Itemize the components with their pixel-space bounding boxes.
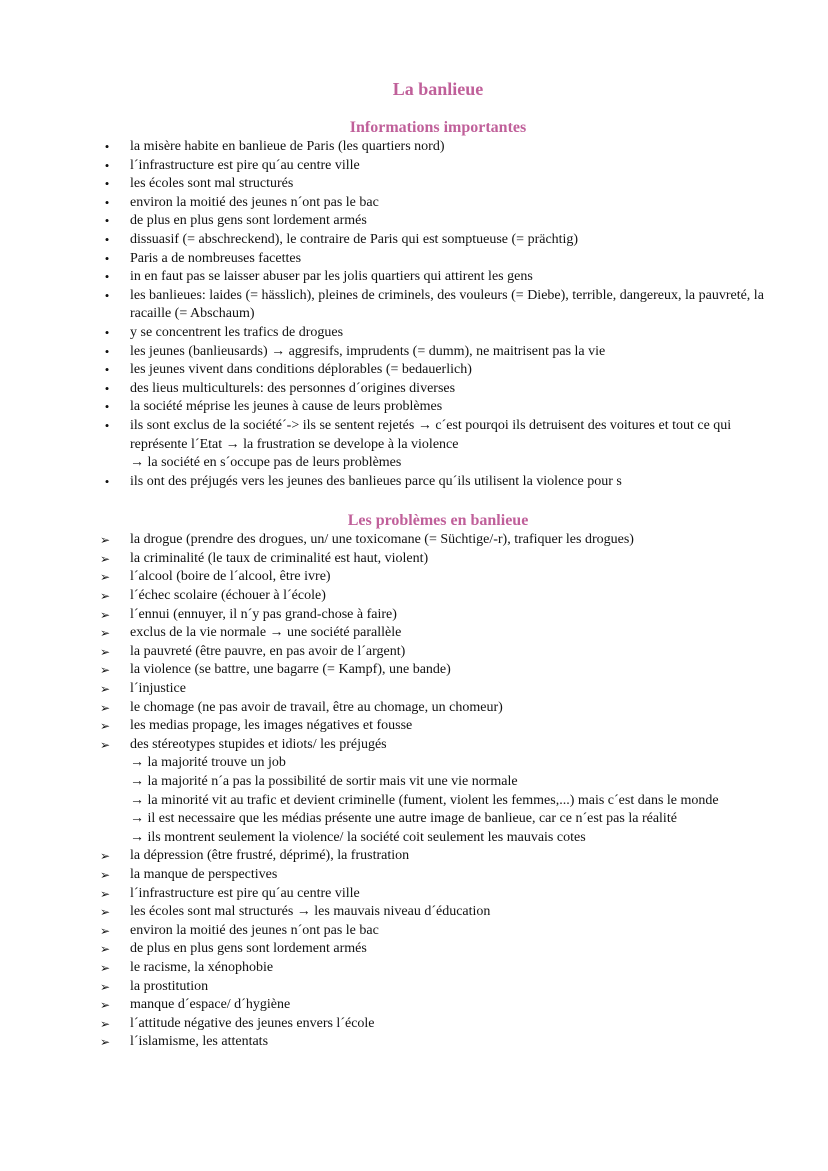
arrow-bullet-icon: ➢ (99, 551, 111, 566)
list-item (104, 398, 768, 417)
list-item-text: l´ennui (ennuyer, il n´y pas grand-chose à faire) (130, 606, 397, 622)
list-item (104, 361, 768, 380)
list-item (99, 866, 768, 885)
arrow-bullet-icon: ➢ (99, 737, 111, 752)
arrow-bullet-icon: ➢ (99, 905, 111, 920)
arrow-bullet-icon: ➢ (99, 682, 111, 697)
bullet-icon: • (104, 194, 110, 210)
list-item (99, 661, 768, 680)
arrow-bullet-icon: ➢ (99, 533, 111, 548)
list-item (104, 473, 768, 492)
list-item (99, 1015, 768, 1034)
arrow-bullet-icon: ➢ (99, 960, 111, 975)
list-item (99, 550, 768, 569)
list-item-text: environ la moitié des jeunes n´ont pas le bac (130, 922, 379, 938)
list-item-text: les jeunes vivent dans conditions déplorables (= bedauerlich) (130, 362, 472, 378)
list-item (104, 343, 768, 362)
arrow-bullet-icon: ➢ (99, 849, 111, 864)
bullet-icon: • (104, 176, 110, 192)
list-item-text: manque d´espace/ d´hygiène (130, 997, 291, 1013)
list-item (104, 231, 768, 250)
list-item-subline: → la majorité trouve un job (130, 755, 286, 771)
list-item (99, 587, 768, 606)
arrow-bullet-icon: ➢ (99, 589, 111, 604)
list-item-text: Paris a de nombreuses facettes (130, 250, 302, 266)
list-item-text: les écoles sont mal structurés → les mauvais niveau d´éducation (130, 904, 491, 920)
list-item-text: la pauvreté (être pauvre, en pas avoir de l´argent) (130, 643, 406, 659)
list-item-text: l´alcool (boire de l´alcool, être ivre) (130, 569, 331, 585)
bullet-icon: • (104, 231, 110, 247)
list-item (104, 157, 768, 176)
list-item-subline: → ils montrent seulement la violence/ la société coit seulement les mauvais cotes (130, 829, 586, 845)
list-item (104, 250, 768, 269)
list-item-text: les jeunes (banlieusards) → aggresifs, imprudents (= dumm), ne maitrisent pas la vie (130, 343, 606, 359)
arrow-bullet-icon: ➢ (99, 998, 111, 1013)
list-item-subline: → la société en s´occupe pas de leurs problèmes (130, 455, 402, 471)
list-item (104, 175, 768, 194)
section-heading: Informations importantes (349, 119, 527, 136)
arrow-bullet-icon: ➢ (99, 1035, 111, 1050)
list-item (104, 417, 768, 473)
list-item-text: des stéreotypes stupides et idiots/ les préjugés (130, 736, 387, 752)
list-item-text: l´injustice (130, 681, 186, 697)
arrow-bullet-icon: ➢ (99, 607, 111, 622)
list-item (99, 903, 768, 922)
list-item (104, 138, 768, 157)
list-item-text: dissuasif (= abschreckend), le contraire de Paris qui est somptueuse (= prächtig) (130, 231, 579, 247)
bullet-icon: • (104, 250, 110, 266)
list-item-text: l´infrastructure est pire qu´au centre ville (130, 157, 360, 173)
arrow-bullet-icon: ➢ (99, 867, 111, 882)
list-item-text: l´échec scolaire (échouer à l´école) (130, 588, 326, 604)
list-item (104, 287, 768, 324)
list-item (99, 643, 768, 662)
list-item-text: les medias propage, les images négatives et fousse (130, 718, 413, 734)
list-item-text: la manque de perspectives (130, 866, 278, 882)
list-item-text: la violence (se battre, une bagarre (= Kampf), une bande) (130, 662, 451, 678)
arrow-bullet-icon: ➢ (99, 570, 111, 585)
list-item-subline: → la minorité vit au trafic et devient criminelle (fument, violent les femmes,...) mais c´est dans le monde (130, 792, 719, 808)
bullet-icon: • (104, 417, 110, 433)
bullet-icon: • (104, 139, 110, 154)
list-item (99, 699, 768, 718)
list-item (99, 624, 768, 643)
list-item-text: le racisme, la xénophobie (130, 959, 274, 975)
list-item-text: environ la moitié des jeunes n´ont pas le bac (130, 194, 379, 210)
list-item (99, 1033, 768, 1052)
list-item-text: les écoles sont mal structurés (130, 176, 294, 192)
bullet-icon: • (104, 157, 110, 173)
list-item (99, 959, 768, 978)
list-item (99, 680, 768, 699)
list-item (99, 940, 768, 959)
list-item-text: la drogue (prendre des drogues, un/ une toxicomane (= Süchtige/-r), trafiquer les drogues) (130, 532, 634, 548)
bullet-icon: • (104, 473, 110, 489)
list-item-text: la misère habite en banlieue de Paris (les quartiers nord) (130, 139, 445, 154)
list-item (104, 194, 768, 213)
list-item-text: de plus en plus gens sont lordement armés (130, 941, 367, 957)
bullet-list (104, 138, 768, 491)
arrow-bullet-icon: ➢ (99, 942, 111, 957)
list-item-text: les banlieues: laides (= hässlich), pleines de criminels, des vouleurs (= Diebe), terrible, dangereux, la pauvreté, la racaille (= Abschaum) (130, 287, 764, 322)
list-item (99, 885, 768, 904)
list-item (99, 531, 768, 550)
list-item (99, 736, 768, 848)
bullet-icon: • (104, 324, 110, 340)
list-item-text: y se concentrent les trafics de drogues (130, 324, 344, 340)
list-item-text: des lieus multiculturels: des personnes d´origines diverses (130, 380, 456, 396)
arrow-bullet-icon: ➢ (99, 719, 111, 734)
list-item-text: le chomage (ne pas avoir de travail, être au chomage, un chomeur) (130, 699, 503, 715)
list-item-text: ils sont exclus de la société´-> ils se sentent rejetés → c´est pourqoi ils detruisent des voitures et tout ce qui représente l´Etat → la frustration se develope à la violence (130, 417, 732, 452)
section-heading: Les problèmes en banlieue (347, 512, 529, 530)
list-item-text: l´infrastructure est pire qu´au centre ville (130, 885, 360, 901)
list-item (99, 978, 768, 997)
list-item (99, 606, 768, 625)
arrow-bullet-icon: ➢ (99, 979, 111, 994)
arrow-bullet-icon: ➢ (99, 1016, 111, 1031)
bullet-icon: • (104, 269, 110, 285)
list-item-text: ils ont des préjugés vers les jeunes des banlieues parce qu´ils utilisent la violence pour s (130, 473, 622, 489)
list-item-text: la société méprise les jeunes à cause de leurs problèmes (130, 399, 443, 415)
list-item (104, 324, 768, 343)
arrow-bullet-icon: ➢ (99, 644, 111, 659)
list-item (99, 922, 768, 941)
bullet-icon: • (104, 343, 110, 359)
arrow-bullet-icon: ➢ (99, 626, 111, 641)
section-informations (104, 118, 768, 491)
list-item-subline: → la majorité n´a pas la possibilité de sortir mais vit une vie normale (130, 774, 518, 789)
bullet-icon: • (104, 362, 110, 378)
bullet-icon: • (104, 287, 110, 303)
arrow-bullet-icon: ➢ (99, 700, 111, 715)
list-item (99, 717, 768, 736)
list-item-text: in en faut pas se laisser abuser par les jolis quartiers qui attirent les gens (130, 269, 533, 285)
list-item-text: la dépression (être frustré, déprimé), la frustration (130, 848, 410, 864)
list-item (104, 212, 768, 231)
arrow-list (99, 531, 768, 1052)
list-item (99, 568, 768, 587)
bullet-icon: • (104, 399, 110, 415)
list-item (104, 380, 768, 399)
list-item-text: de plus en plus gens sont lordement armés (130, 213, 367, 229)
list-item (104, 268, 768, 287)
arrow-bullet-icon: ➢ (99, 886, 111, 901)
list-item (99, 847, 768, 866)
list-item-text: exclus de la vie normale → une société parallèle (130, 625, 402, 641)
bullet-icon: • (104, 380, 110, 396)
list-item-subline: → il est necessaire que les médias présente une autre image de banlieue, car ce n´est pas la réalité (130, 811, 677, 827)
arrow-bullet-icon: ➢ (99, 923, 111, 938)
arrow-bullet-icon: ➢ (99, 663, 111, 678)
section-problemes (99, 511, 768, 1052)
document-title: La banlieue (392, 79, 484, 99)
list-item-text: l´islamisme, les attentats (130, 1034, 269, 1050)
list-item-text: l´attitude négative des jeunes envers l´école (130, 1015, 375, 1031)
list-item (99, 996, 768, 1015)
list-item-text: la criminalité (le taux de criminalité est haut, violent) (130, 550, 429, 566)
list-item-text: la prostitution (130, 978, 209, 994)
bullet-icon: • (104, 213, 110, 229)
